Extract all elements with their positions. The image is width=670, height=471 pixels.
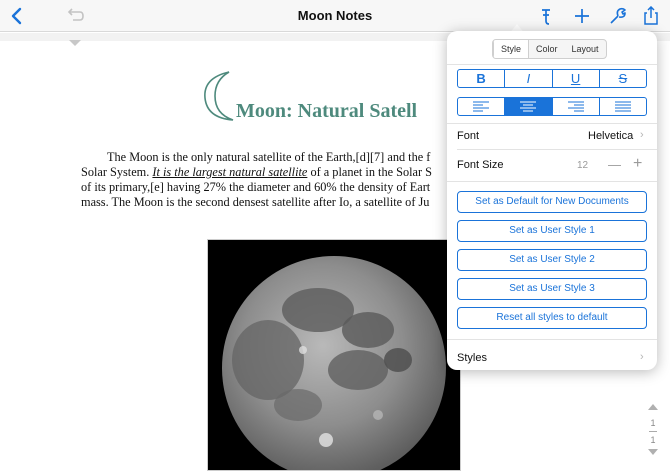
underline-button[interactable]: U <box>553 70 600 87</box>
reset-styles-button[interactable]: Reset all styles to default <box>457 307 647 329</box>
document-title: Moon: Natural Satell <box>236 100 418 122</box>
format-button-group <box>457 69 647 88</box>
divider <box>447 339 657 340</box>
moon-photo-graphic <box>208 240 460 470</box>
font-size-label: Font Size <box>457 159 504 171</box>
font-size-value: 12 <box>577 160 589 171</box>
tab-style[interactable]: Style <box>493 40 529 58</box>
app-title: Moon Notes <box>297 8 373 23</box>
chevron-right-icon: › <box>640 351 644 363</box>
align-right-button[interactable] <box>553 98 600 115</box>
divider <box>457 149 657 150</box>
moon-image[interactable] <box>207 239 461 471</box>
paragraph-line <box>81 165 461 180</box>
page-number-top: 1 <box>650 418 656 428</box>
paragraph-line: The Moon is the only natural satellite of the Earth,[d][7] and the f <box>107 150 431 164</box>
page-indicator[interactable] <box>644 402 662 462</box>
navigation-bar <box>0 0 670 32</box>
align-right-icon <box>567 101 585 113</box>
caret-marker-icon <box>69 40 81 46</box>
set-default-button[interactable]: Set as Default for New Documents <box>457 191 647 213</box>
text-style-icon[interactable] <box>535 6 557 26</box>
tab-layout[interactable]: Layout <box>571 44 599 54</box>
tab-color[interactable]: Color <box>536 44 558 54</box>
font-value: Helvetica <box>588 130 634 142</box>
share-icon[interactable] <box>640 6 662 26</box>
divider <box>447 64 657 65</box>
italic-button[interactable]: I <box>505 70 552 87</box>
paragraph-text: of a planet in the Solar S <box>307 165 433 179</box>
styles-label: Styles <box>457 352 487 364</box>
bold-button[interactable]: B <box>458 70 505 87</box>
align-center-button[interactable] <box>505 98 552 115</box>
page-down-icon[interactable] <box>648 449 658 455</box>
set-user-style-1-button[interactable]: Set as User Style 1 <box>457 220 647 242</box>
text-style-popover <box>447 31 657 370</box>
document-paragraph[interactable] <box>81 150 461 210</box>
align-center-icon <box>519 101 537 113</box>
font-label: Font <box>457 130 480 142</box>
decrease-font-size-button[interactable]: — <box>608 157 621 172</box>
paragraph-line: of its primary,[e] having 27% the diameter and 60% the density of Eart <box>81 180 431 194</box>
paragraph-text: Solar System. <box>81 165 153 179</box>
underlined-link[interactable]: It is the largest natural satellite <box>152 165 308 179</box>
paragraph-line: mass. The Moon is the second densest satellite after Io, a satellite of Ju <box>81 195 430 209</box>
crescent-moon-icon <box>199 70 241 122</box>
set-user-style-2-button[interactable]: Set as User Style 2 <box>457 249 647 271</box>
wrench-icon[interactable] <box>606 6 628 26</box>
set-user-style-3-button[interactable]: Set as User Style 3 <box>457 278 647 300</box>
divider <box>447 181 657 182</box>
align-justify-button[interactable] <box>600 98 646 115</box>
page-divider <box>649 431 657 432</box>
page-up-icon[interactable] <box>648 404 658 410</box>
popover-tabs <box>492 39 607 59</box>
divider <box>447 123 657 124</box>
alignment-button-group <box>457 97 647 116</box>
chevron-right-icon: › <box>640 129 644 141</box>
align-justify-icon <box>614 101 632 113</box>
add-icon[interactable] <box>571 6 593 26</box>
align-left-icon <box>472 101 490 113</box>
increase-font-size-button[interactable]: + <box>633 155 643 172</box>
page-number-bottom: 1 <box>650 435 656 445</box>
align-left-button[interactable] <box>458 98 505 115</box>
strikethrough-button[interactable]: S <box>618 71 628 86</box>
